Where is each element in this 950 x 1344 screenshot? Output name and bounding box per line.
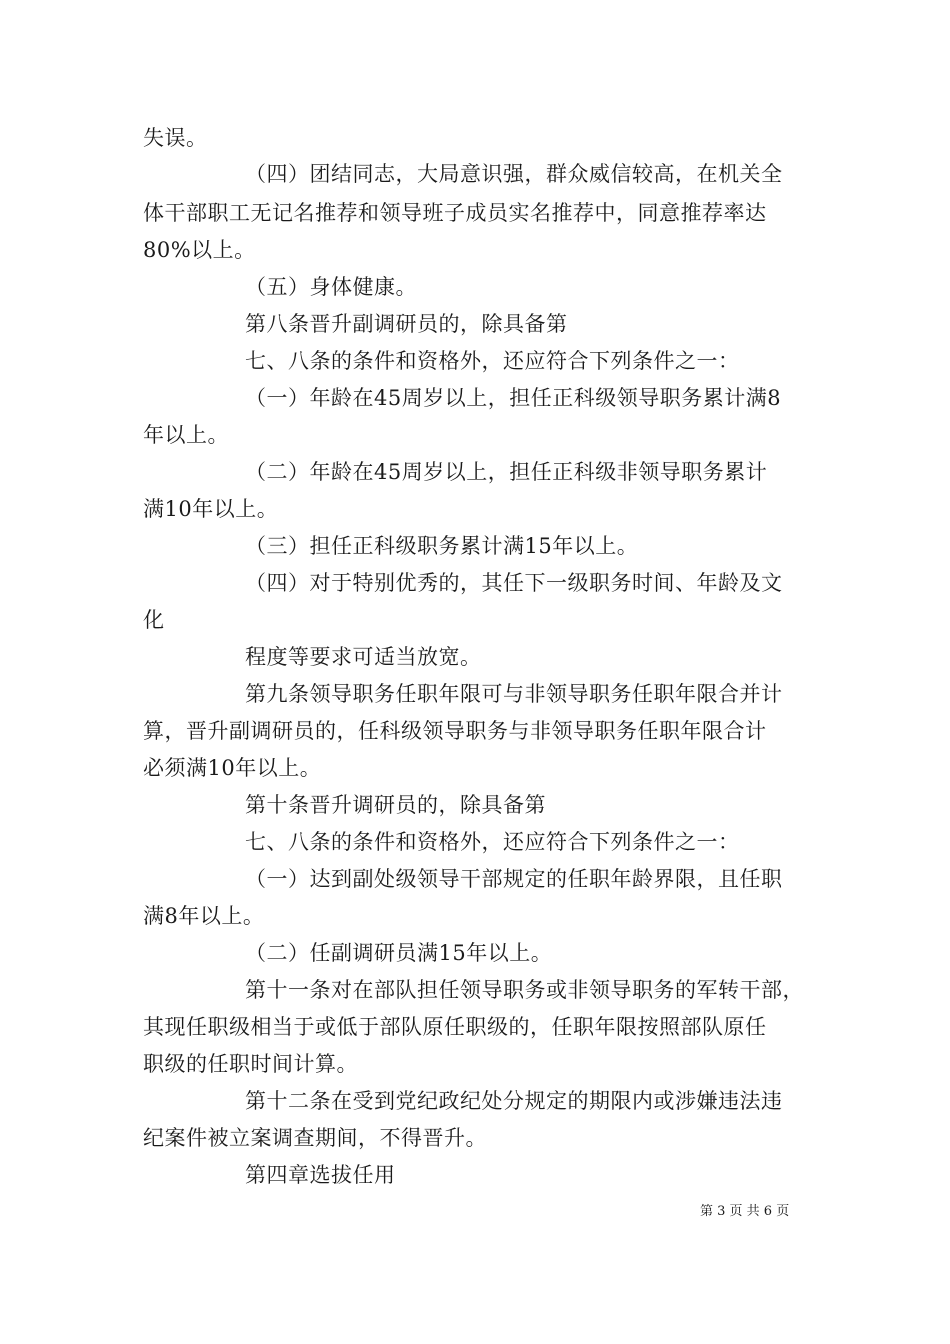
text-line: （五）身体健康。	[245, 275, 417, 299]
text-line: 满10年以上。	[143, 497, 279, 521]
text-line: 体干部职工无记名推荐和领导班子成员实名推荐中，同意推荐率达	[143, 201, 767, 225]
text-line: 80%以上。	[143, 238, 256, 262]
text-line: 程度等要求可适当放宽。	[245, 645, 482, 669]
text-line: （二）年龄在45周岁以上，担任正科级非领导职务累计	[245, 460, 768, 484]
text-line: （三）担任正科级职务累计满15年以上。	[245, 534, 639, 558]
text-line: 年以上。	[143, 423, 229, 447]
text-line: （四）对于特别优秀的，其任下一级职务时间、年龄及文	[245, 571, 783, 595]
text-line: 第十二条在受到党纪政纪处分规定的期限内或涉嫌违法违	[245, 1089, 783, 1113]
text-line: （一）年龄在45周岁以上，担任正科级领导职务累计满8	[245, 386, 782, 410]
text-line: 其现任职级相当于或低于部队原任职级的，任职年限按照部队原任	[143, 1015, 767, 1039]
text-line: 算，晋升副调研员的，任科级领导职务与非领导职务任职年限合计	[143, 719, 767, 743]
text-line: 第四章选拔任用	[245, 1163, 396, 1187]
text-line: 化	[143, 608, 165, 632]
text-line: 第十条晋升调研员的，除具备第	[245, 793, 546, 817]
text-line: （二）任副调研员满15年以上。	[245, 941, 553, 965]
text-line: （四）团结同志，大局意识强，群众威信较高，在机关全	[245, 162, 783, 186]
page-number: 第 3 页 共 6 页	[700, 1204, 790, 1219]
text-line: （一）达到副处级领导干部规定的任职年龄界限，且任职	[245, 867, 783, 891]
text-line: 第八条晋升副调研员的，除具备第	[245, 312, 568, 336]
text-line: 满8年以上。	[143, 904, 265, 928]
text-line: 纪案件被立案调查期间，不得晋升。	[143, 1126, 487, 1150]
text-line: 职级的任职时间计算。	[143, 1052, 358, 1076]
text-line: 第十一条对在部队担任领导职务或非领导职务的军转干部，	[245, 978, 804, 1002]
text-line: 必须满10年以上。	[143, 756, 322, 780]
text-line: 失误。	[143, 126, 208, 150]
text-line: 第九条领导职务任职年限可与非领导职务任职年限合并计	[245, 682, 783, 706]
text-line: 七、八条的条件和资格外，还应符合下列条件之一：	[245, 349, 740, 373]
text-line: 七、八条的条件和资格外，还应符合下列条件之一：	[245, 830, 740, 854]
